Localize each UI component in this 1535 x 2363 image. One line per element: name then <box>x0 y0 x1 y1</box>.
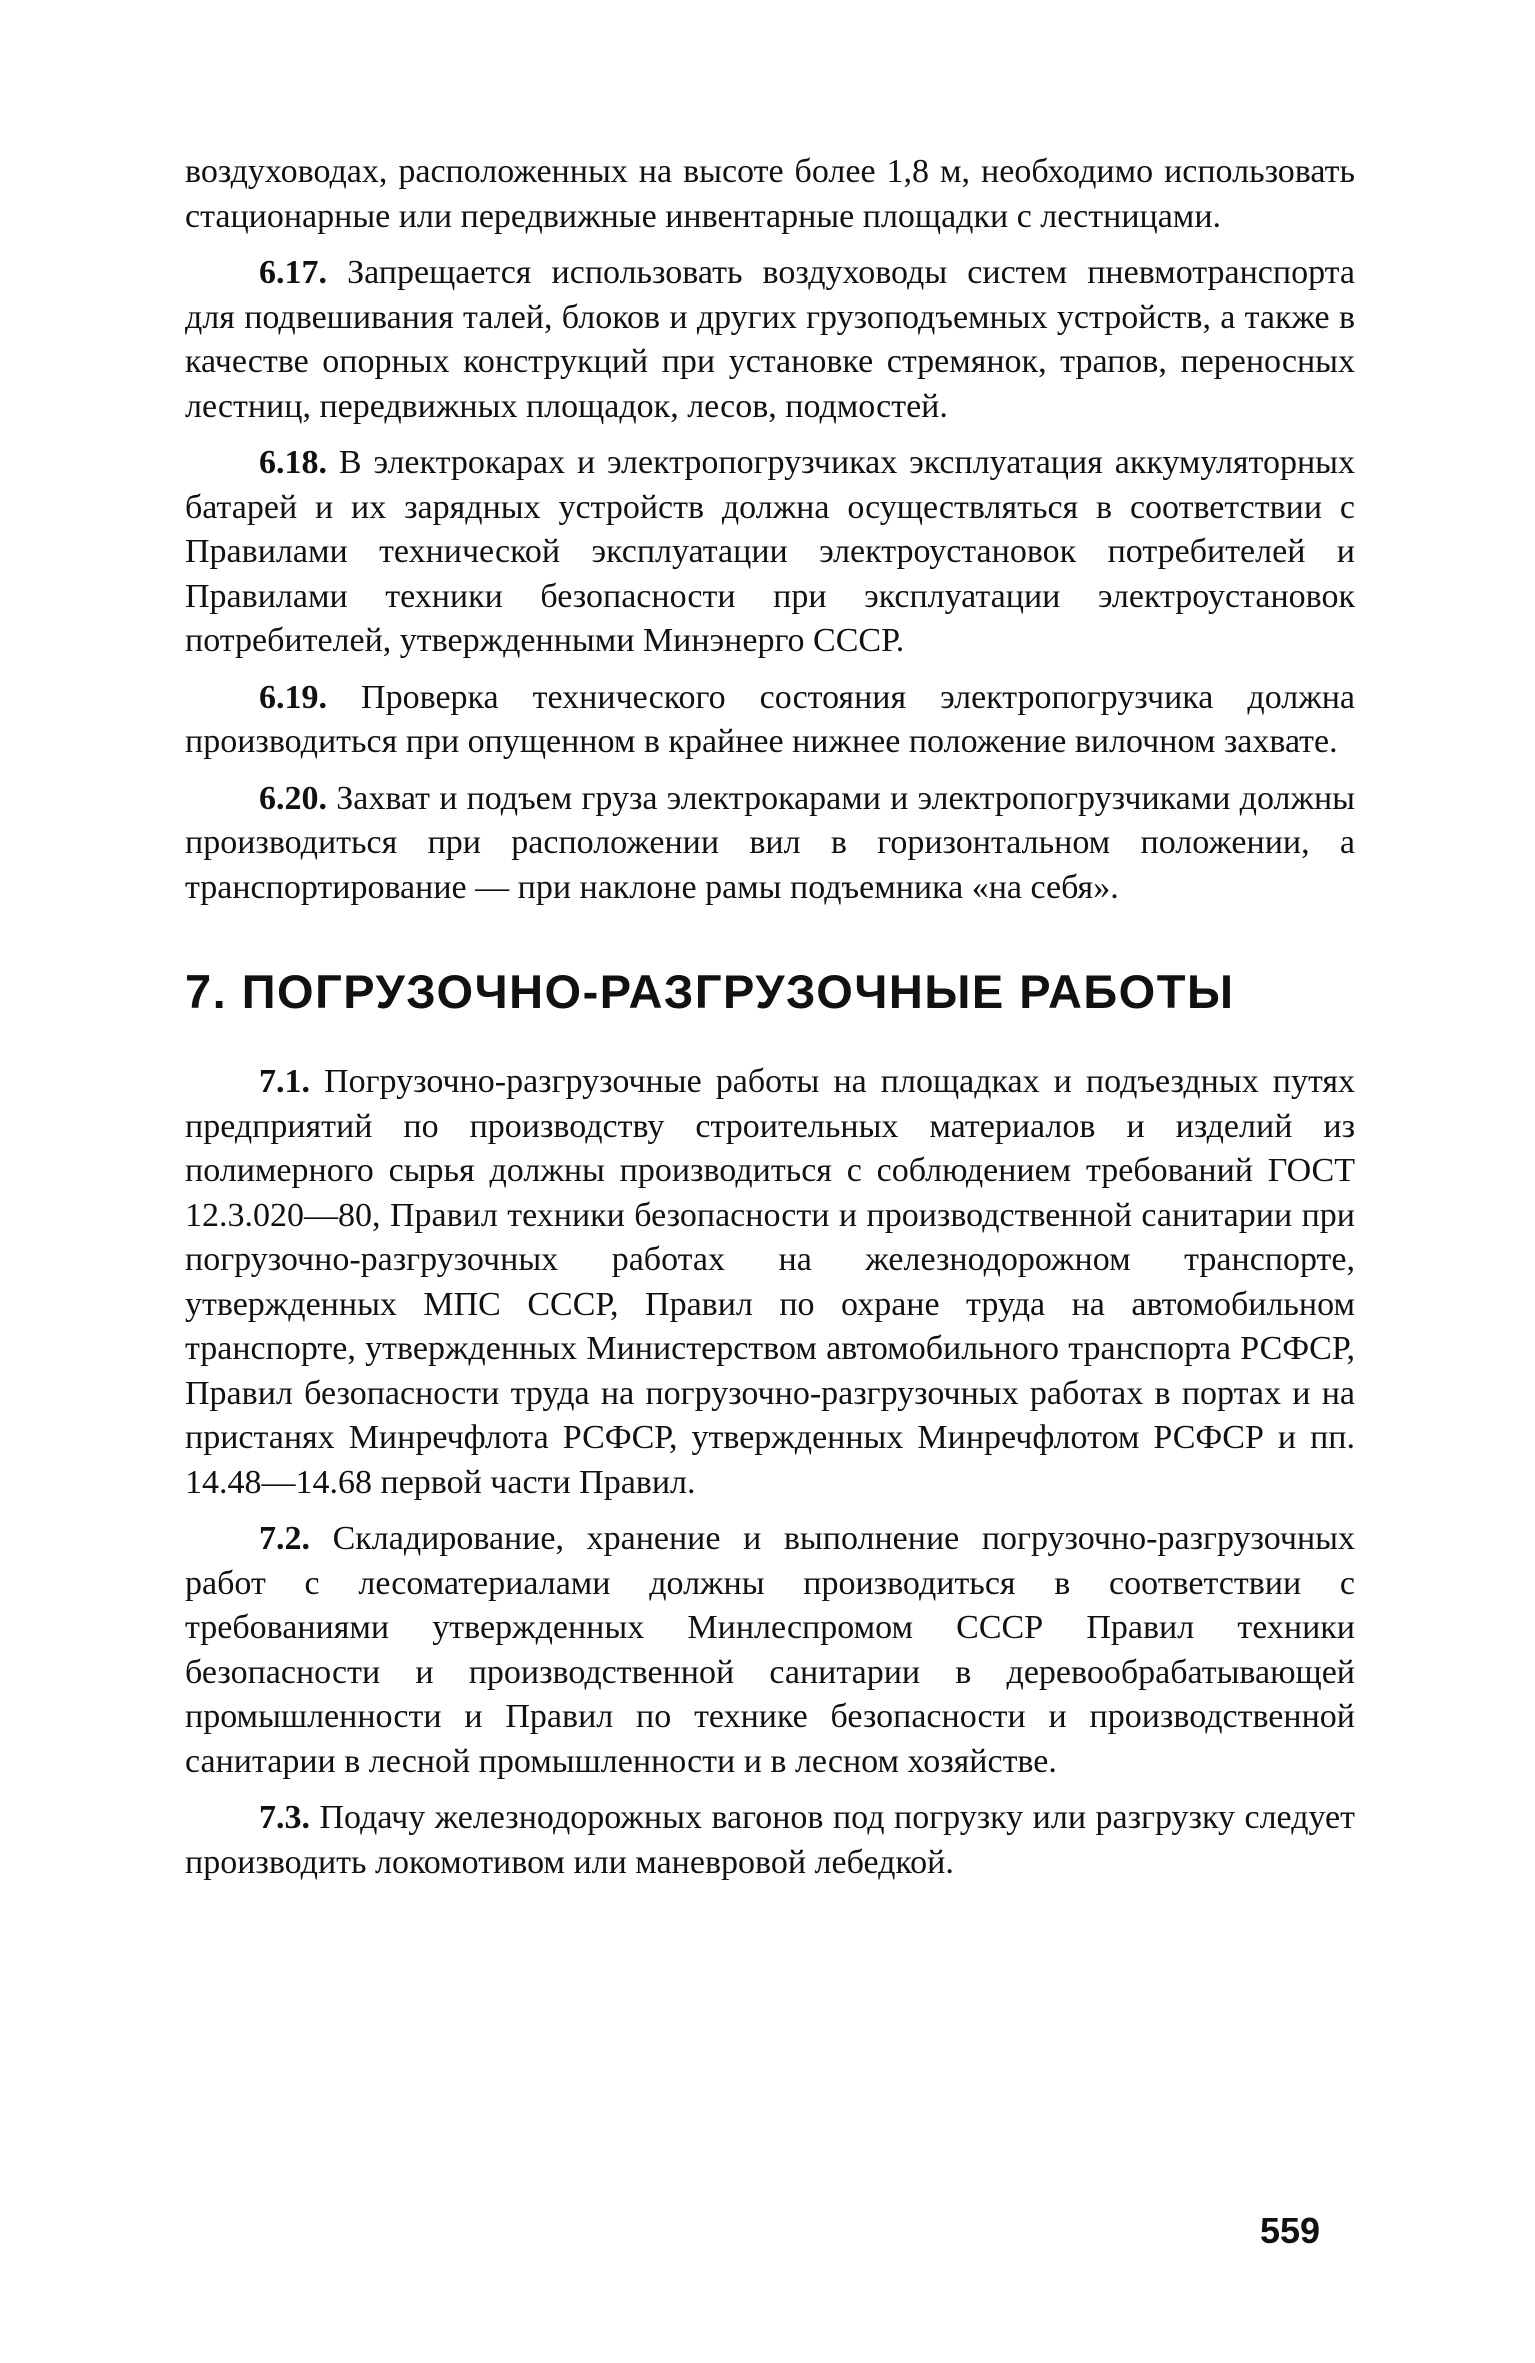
clause-7-3 <box>185 1796 1355 1885</box>
clause-number: 6.20. <box>259 779 327 817</box>
clause-text: Запрещается использовать воздуховоды систем пневмотранспорта для подвешивания талей, блоков и других грузоподъемных устройств, а также в качестве опорных конструкций при установке стремянок, трапов, переносных лестниц, передвижных площадок, лесов, подмостей. <box>185 254 1356 425</box>
clause-7-2 <box>185 1517 1355 1784</box>
clause-7-1 <box>185 1060 1355 1505</box>
clause-text: Проверка технического состояния электропогрузчика должна производиться при опущенном в крайнее нижнее положение вилочном захвате. <box>185 678 1355 760</box>
clause-text: Захват и подъем груза электрокарами и электропогрузчиками должны производиться при расположении вил в горизонтальном положении, а транспортирование — при наклоне рамы подъемника «на себя». <box>185 779 1355 906</box>
clause-6-20 <box>185 777 1355 911</box>
clause-number: 7.3. <box>259 1799 310 1836</box>
clause-6-18 <box>185 441 1355 664</box>
clause-text: Подачу железнодорожных вагонов под погрузку или разгрузку следует производить локомотивом или маневровой лебедкой. <box>185 1799 1355 1881</box>
intro-paragraph: воздуховодах, расположенных на высоте более 1,8 м, необходимо использовать стационарные или передвижные инвентарные площадки с лестницами. <box>185 153 1355 235</box>
clause-text: В электрокарах и электропогрузчиках эксплуатация аккумуляторных батарей и их зарядных устройств должна осуществляться в соответствии с Правилами технической эксплуатации электроустановок потребителей и Правилами техники безопасности при эксплуатации электроустановок потребителей, утвержденными Минэнерго СССР. <box>185 444 1355 659</box>
clause-number: 6.17. <box>259 254 327 291</box>
clause-6-17 <box>185 251 1355 429</box>
clause-text: Складирование, хранение и выполнение погрузочно-разгрузочных работ с лесоматериалами должны производиться в соответствии с требованиями утвержденных Минлеспромом СССР Правил техники безопасности и производственной санитарии в деревообрабатывающей промышленности и Правил по технике безопасности и производственной санитарии в лесной промышленности и в лесном хозяйстве. <box>185 1520 1355 1780</box>
clause-6-19 <box>185 676 1355 765</box>
page-number: 559 <box>1260 2210 1321 2251</box>
clause-text: Погрузочно-разгрузочные работы на площадках и подъездных путях предприятий по производству строительных материалов и изделий из полимерного сырья должны производиться с соблюдением требований ГОСТ 12.3.020—80, Правил техники безопасности и производственной санитарии при погрузочно-разгрузочных работах на железнодорожном транспорте, утвержденных МПС СССР, Правил по охране труда на автомобильном транспорте, утвержденных Министерством автомобильного транспорта РСФСР, Правил безопасности труда на погрузочно-разгрузочных работах в портах и на пристанях Минречфлота РСФСР, утвержденных Минречфлотом РСФСР и пп. 14.48—14.68 первой части Правил. <box>185 1063 1355 1501</box>
clause-number: 6.19. <box>259 678 327 716</box>
document-page <box>185 150 1355 1897</box>
clause-number: 7.1. <box>259 1063 310 1100</box>
clause-number: 7.2. <box>259 1520 310 1557</box>
section-heading: 7. ПОГРУЗОЧНО-РАЗГРУЗОЧНЫЕ РАБОТЫ <box>185 965 1235 1018</box>
clause-number: 6.18. <box>259 444 327 481</box>
